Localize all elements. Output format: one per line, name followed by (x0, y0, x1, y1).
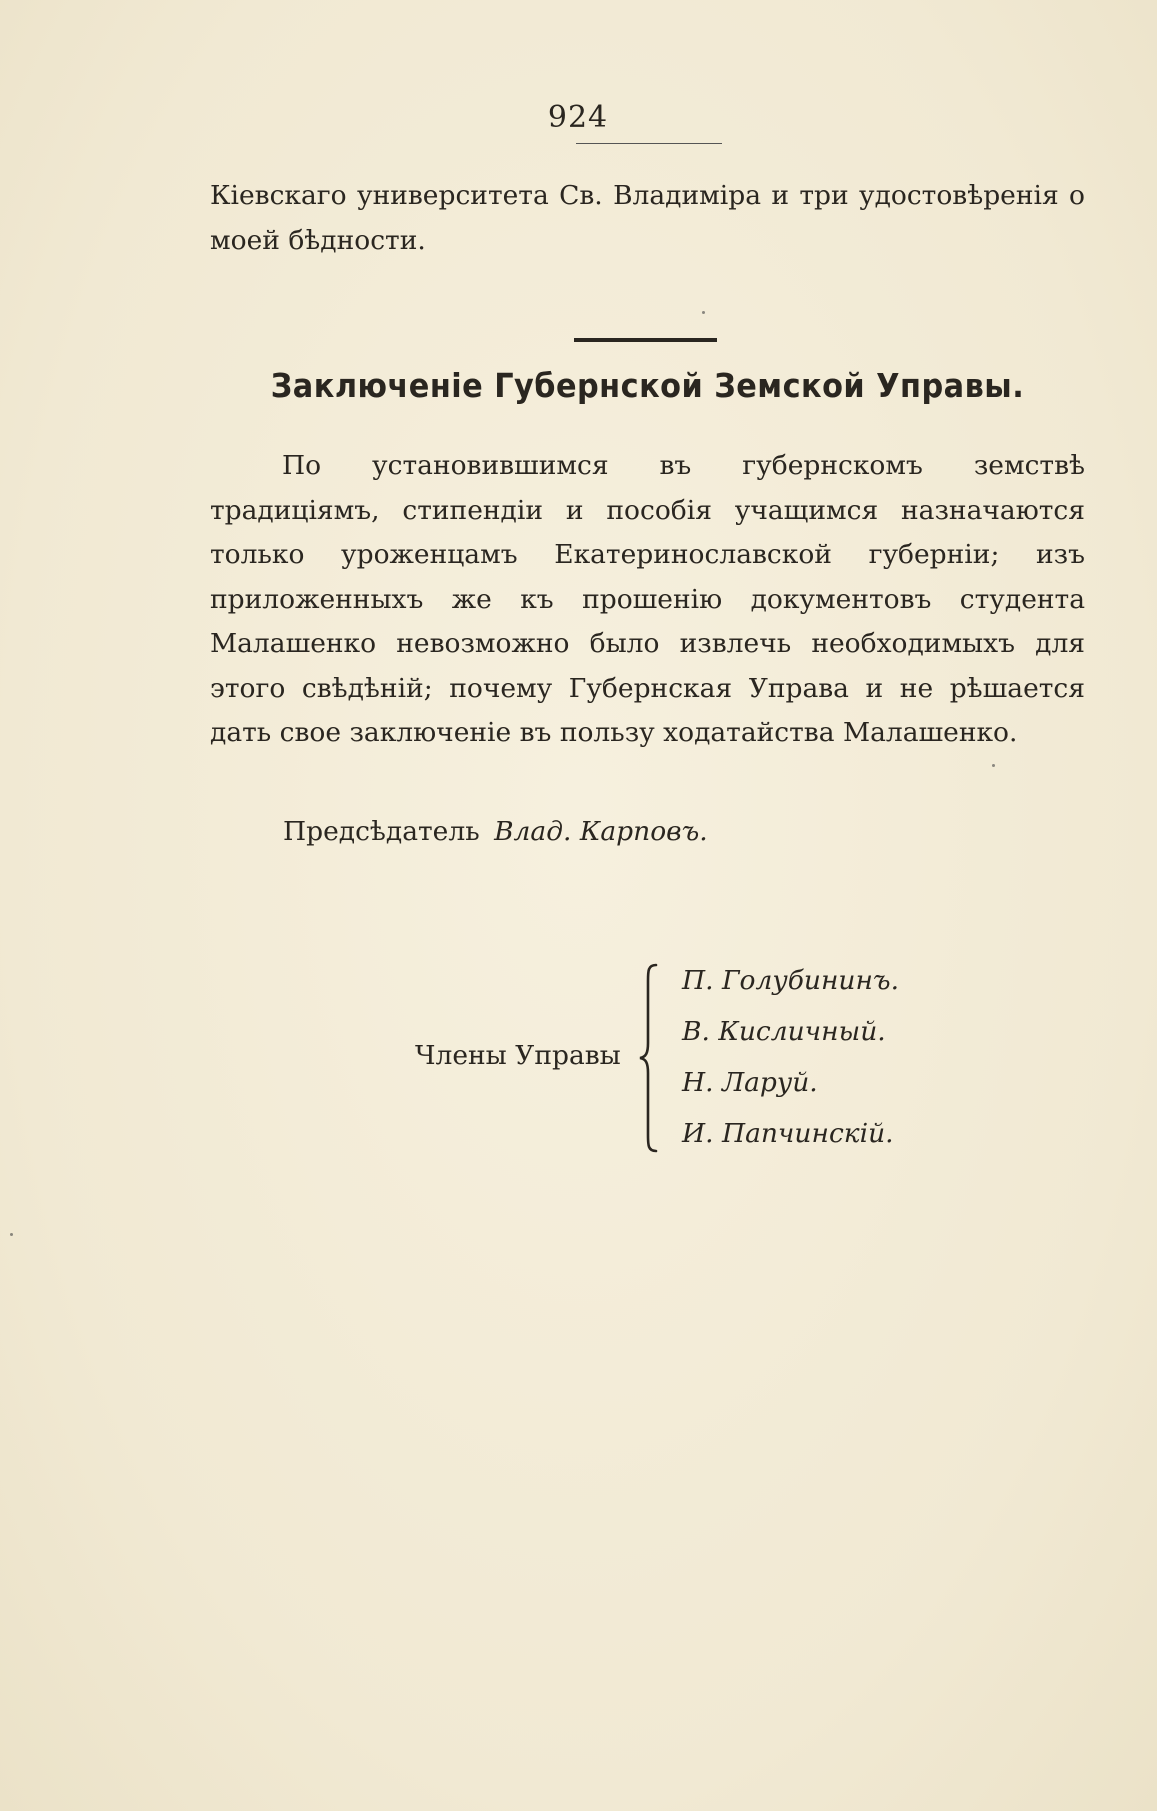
chairman-label: Предсѣдатель (283, 816, 480, 847)
chairman-signature-line (283, 816, 708, 847)
member-name: Н. Ларуй. (682, 1067, 818, 1098)
members-label: Члены Управы (415, 1040, 621, 1071)
section-heading: Заключеніе Губернской Земской Управы. (270, 366, 1025, 405)
section-divider (574, 338, 717, 342)
member-name: И. Папчинскій. (682, 1118, 894, 1149)
carryover-paragraph (210, 174, 1085, 263)
carryover-text: Кіевскаго университета Св. Владиміра и три удостовѣренія о моей бѣдности. (210, 180, 1085, 256)
member-name: В. Кисличный. (682, 1016, 886, 1047)
paper-speck (702, 311, 705, 314)
members-list (682, 955, 899, 1159)
member-name: П. Голубининъ. (682, 965, 900, 996)
curly-brace-icon (638, 963, 658, 1153)
paper-speck (992, 764, 995, 767)
chairman-signature: Влад. Карповъ. (494, 816, 708, 847)
page-number: 924 (547, 100, 609, 135)
paper-speck (10, 1233, 13, 1236)
page-number-rule (576, 143, 722, 144)
conclusion-text: По установившимся въ губернскомъ земствѣ традиціямъ, стипендіи и пособія учащимся назначаются только уроженцамъ Екатеринославской губерніи; изъ приложенныхъ же къ прошенію документовъ студента Малашенко невозможно было извлечь необходимыхъ для этого свѣдѣній; почему Губернская Управа и не рѣшается дать свое заключеніе въ пользу ходатайства Малашенко. (210, 450, 1085, 748)
conclusion-paragraph (210, 444, 1085, 756)
